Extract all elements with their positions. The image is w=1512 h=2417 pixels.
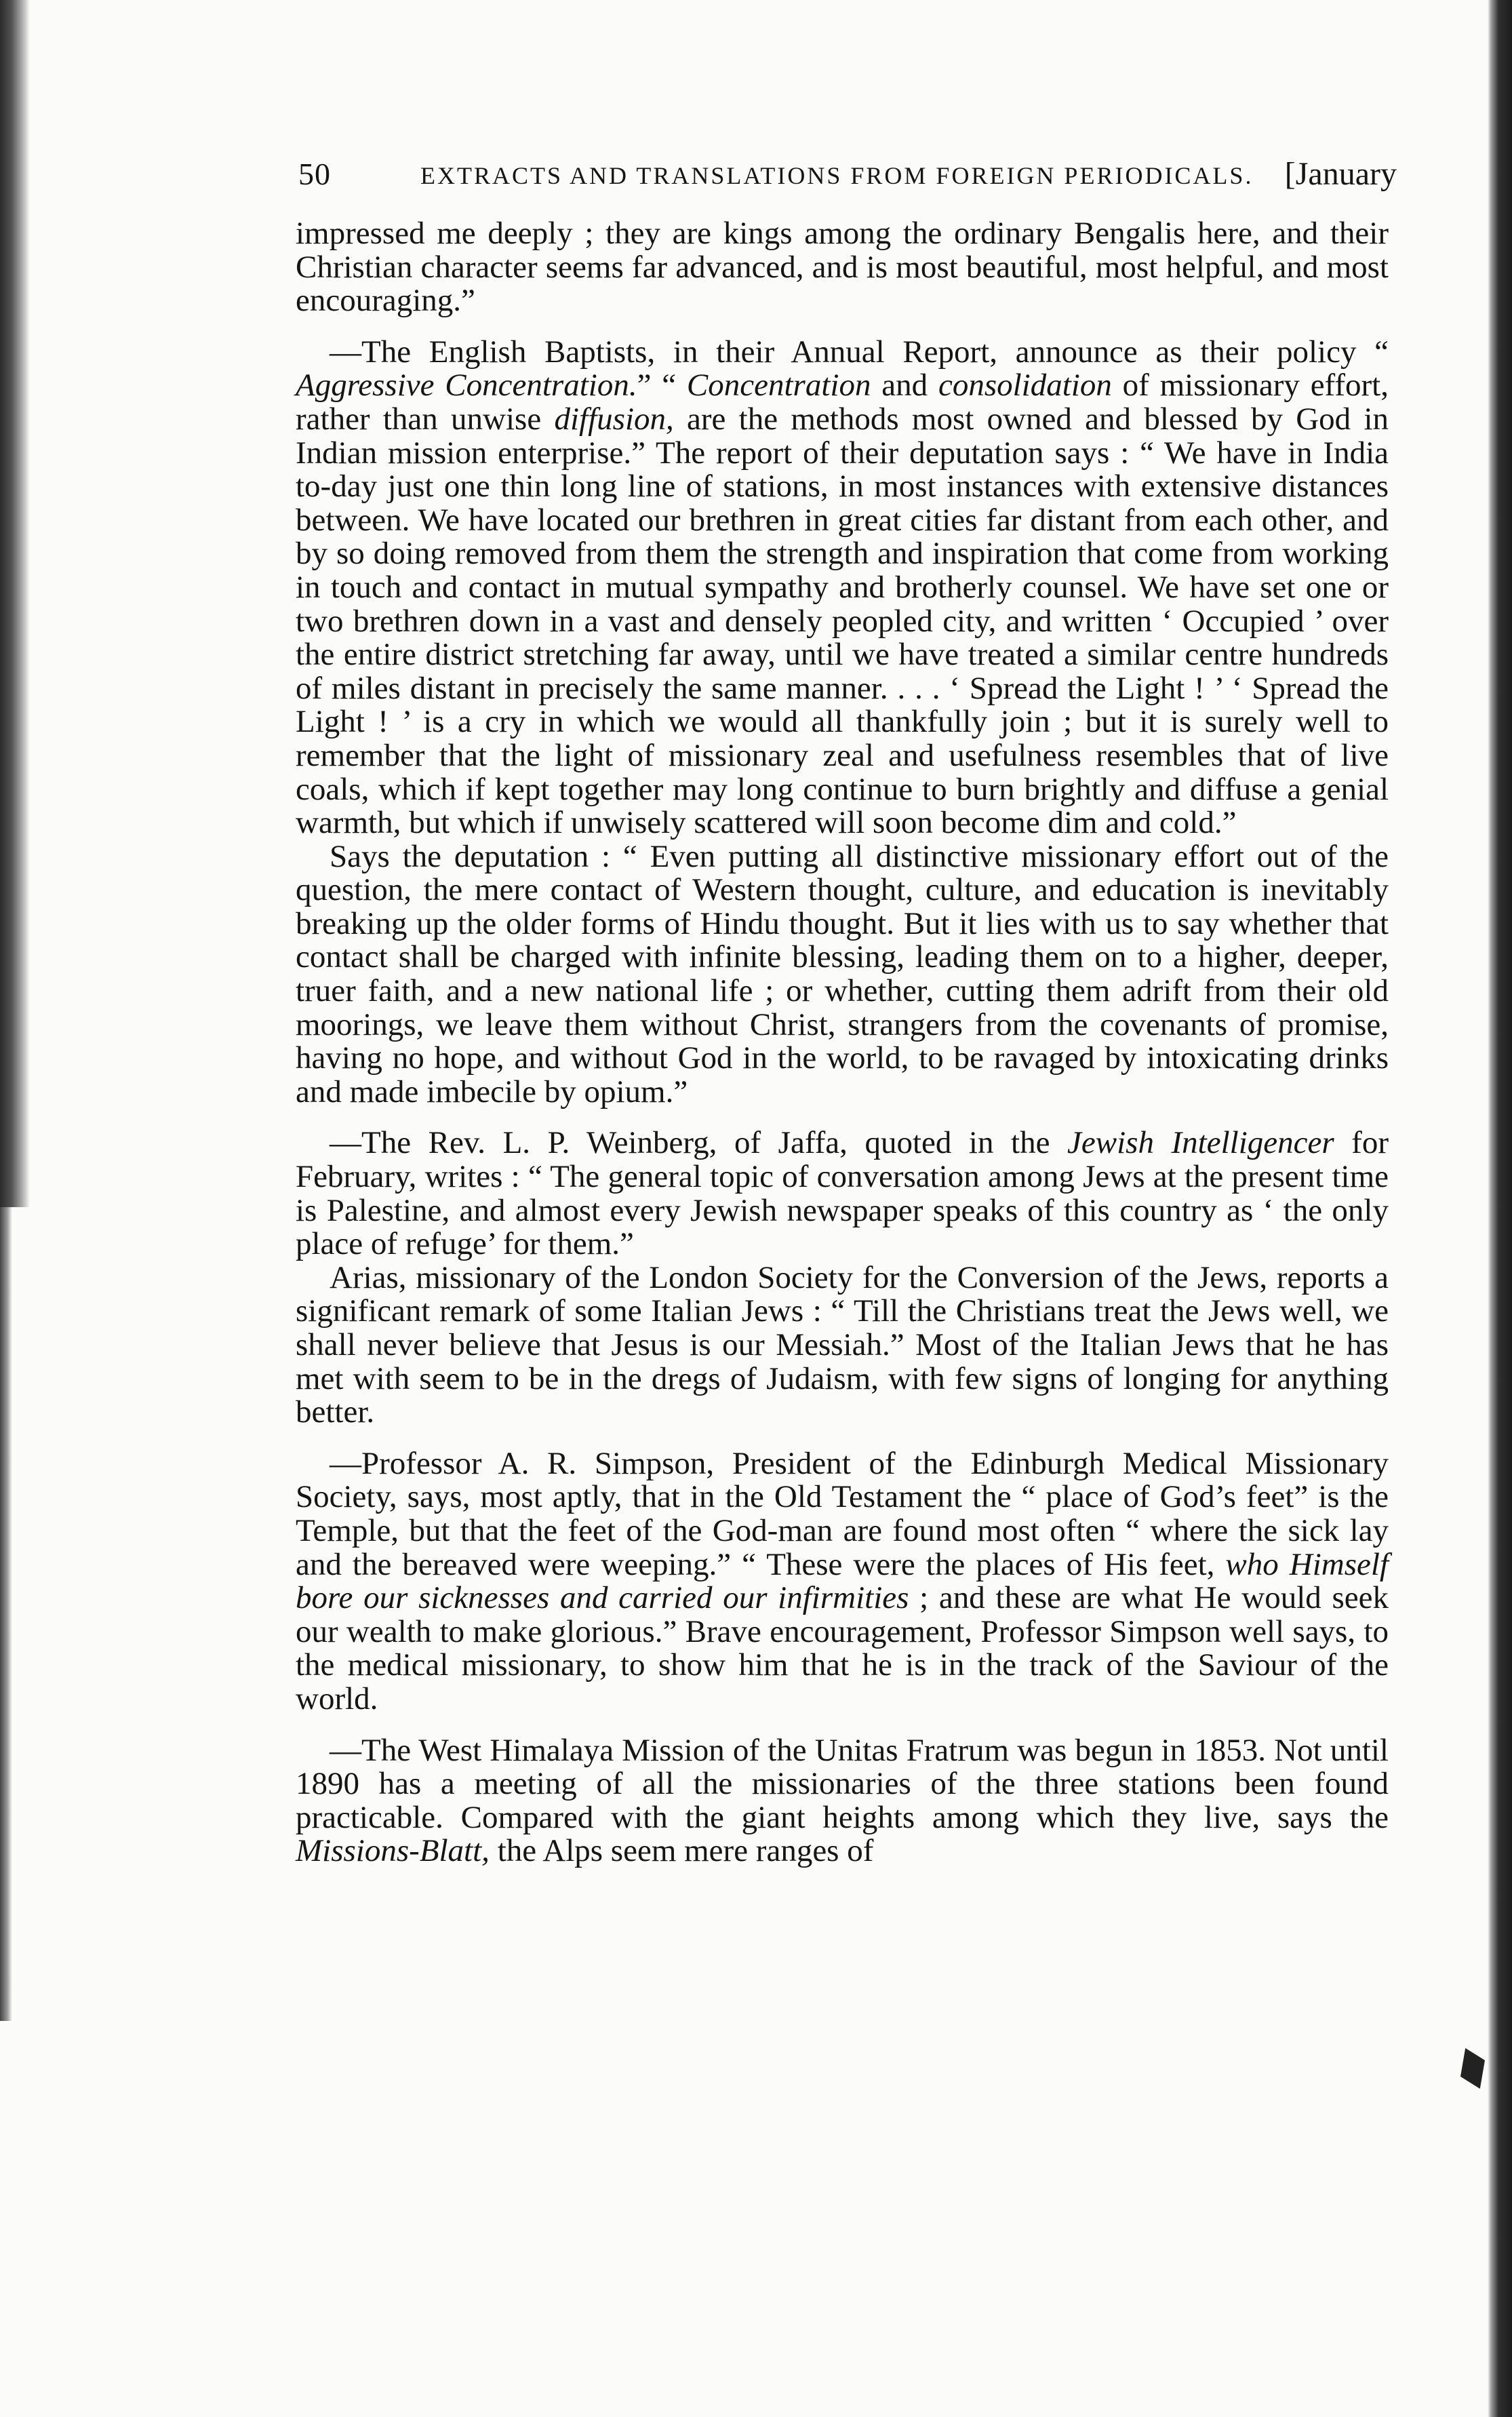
italic-text: Jewish Intelligencer [1067, 1125, 1334, 1161]
text-run: —The English Baptists, in their Annual Report, announce as their policy “ [330, 334, 1389, 370]
text-run: and [871, 368, 938, 404]
text-run: of missionary effort, rather than unwise [296, 368, 1389, 437]
paragraph-p1 [296, 217, 1389, 318]
text-run: ; and these are what He would seek our wealth to make glorious.” Brave encouragement, Professor Simpson well says, to the medical missionary, to show him that he is in the track of the Saviour of the world. [296, 1580, 1389, 1716]
italic-text: who Himself bore our sicknesses and carried our infirmities [296, 1546, 1389, 1616]
article-body [296, 217, 1389, 1868]
text-run: Says the deputation : “ Even putting all distinctive missionary effort out of the question, the mere contact of Western thought, culture, and education is inevitably breaking up the older forms of Hindu thought. But it lies with us to say whether that contact shall be charged with infinite blessing, leading them on to a higher, deeper, truer faith, and a new national life ; or whether, cutting them adrift from their old moorings, we leave them without Christ, strangers from the covenants of promise, having no hope, and without God in the world, to be ravaged by intoxicating drinks and made imbecile by opium.” [296, 838, 1389, 1109]
binding-shadow-lower [0, 1207, 12, 2021]
paragraph-p6 [296, 1447, 1389, 1716]
scan-mark [1460, 2048, 1485, 2089]
text-run: —The West Himalaya Mission of the Unitas Fratrum was begun in 1853. Not until 1890 has a meeting of all the missionaries of the three stations been found practicable. Compared with the giant heights among which they live, says the [296, 1732, 1389, 1835]
paragraph-p5 [296, 1261, 1389, 1430]
italic-text: diffusion, [554, 401, 674, 437]
text-run: —The Rev. L. P. Weinberg, of Jaffa, quoted in the [330, 1125, 1068, 1161]
paragraph-p3 [296, 840, 1389, 1109]
text-run: Arias, missionary of the London Society for the Conversion of the Jews, reports a significant remark of some Italian Jews : “ Till the Christians treat the Jews well, we shall never believe that Jesus is our Messiah.” Most of the Italian Jews that he has met with seem to be in the dregs of Judaism, with few signs of longing for anything better. [296, 1259, 1389, 1430]
text-run: for February, writes : “ The general topic of conversation among Jews at the present time is Palestine, and almost every Jewish newspaper speaks of this country as ‘ the only place of refuge’ for them.” [296, 1125, 1389, 1262]
italic-text: Missions-Blatt, [296, 1833, 490, 1869]
text-run: are the methods most owned and blessed by God in Indian mission enterprise.” The report of their deputation says : “ We have in India to-day just one thin long line of stations, in most instances with extensive distances between. We have located our brethren in great cities far distant from each other, and by so doing removed from them the strength and inspiration that come from working in touch and contact in mutual sympathy and brotherly counsel. We have set one or two brethren down in a vast and densely peopled city, and written ‘ Occupied ’ over the entire district stretching far away, until we have treated a similar centre hundreds of miles distant in precisely the same manner. . . . ‘ Spread the Light ! ’ ‘ Spread the Light ! ’ is a cry in which we would all thankfully join ; but it is surely well to remember that the light of missionary zeal and usefulness resembles that of live coals, which if kept together may long continue to burn brightly and diffuse a genial warmth, but which if unwisely scattered will soon become dim and cold.” [296, 401, 1389, 841]
running-head [298, 151, 1397, 198]
italic-text: Aggressive Concentration. [296, 368, 637, 404]
running-month: [January [1284, 156, 1397, 192]
italic-text: consolidation [938, 368, 1112, 404]
paragraph-p4 [296, 1126, 1389, 1261]
paragraph-p2 [296, 336, 1389, 840]
italic-text: Concentration [686, 368, 871, 404]
binding-shadow [0, 0, 30, 1207]
text-run: ” “ [637, 368, 687, 404]
running-title: EXTRACTS AND TRANSLATIONS FROM FOREIGN PERIODICALS. [420, 162, 1254, 189]
page-number: 50 [298, 157, 331, 191]
paragraph-p7 [296, 1734, 1389, 1868]
text-run: the Alps seem mere ranges of [489, 1833, 874, 1869]
text-run: impressed me deeply ; they are kings among the ordinary Bengalis here, and their Christian character seems far advanced, and is most beautiful, most helpful, and most encouraging.” [296, 216, 1389, 319]
page-edge-shadow [1488, 0, 1512, 2417]
text-run: —Professor A. R. Simpson, President of the Edinburgh Medical Missionary Society, says, most aptly, that in the Old Testament the “ place of God’s feet” is the Temple, but that the feet of the God-man are found most often “ where the sick lay and the bereaved were weeping.” “ These were the places of His feet, [296, 1445, 1389, 1582]
